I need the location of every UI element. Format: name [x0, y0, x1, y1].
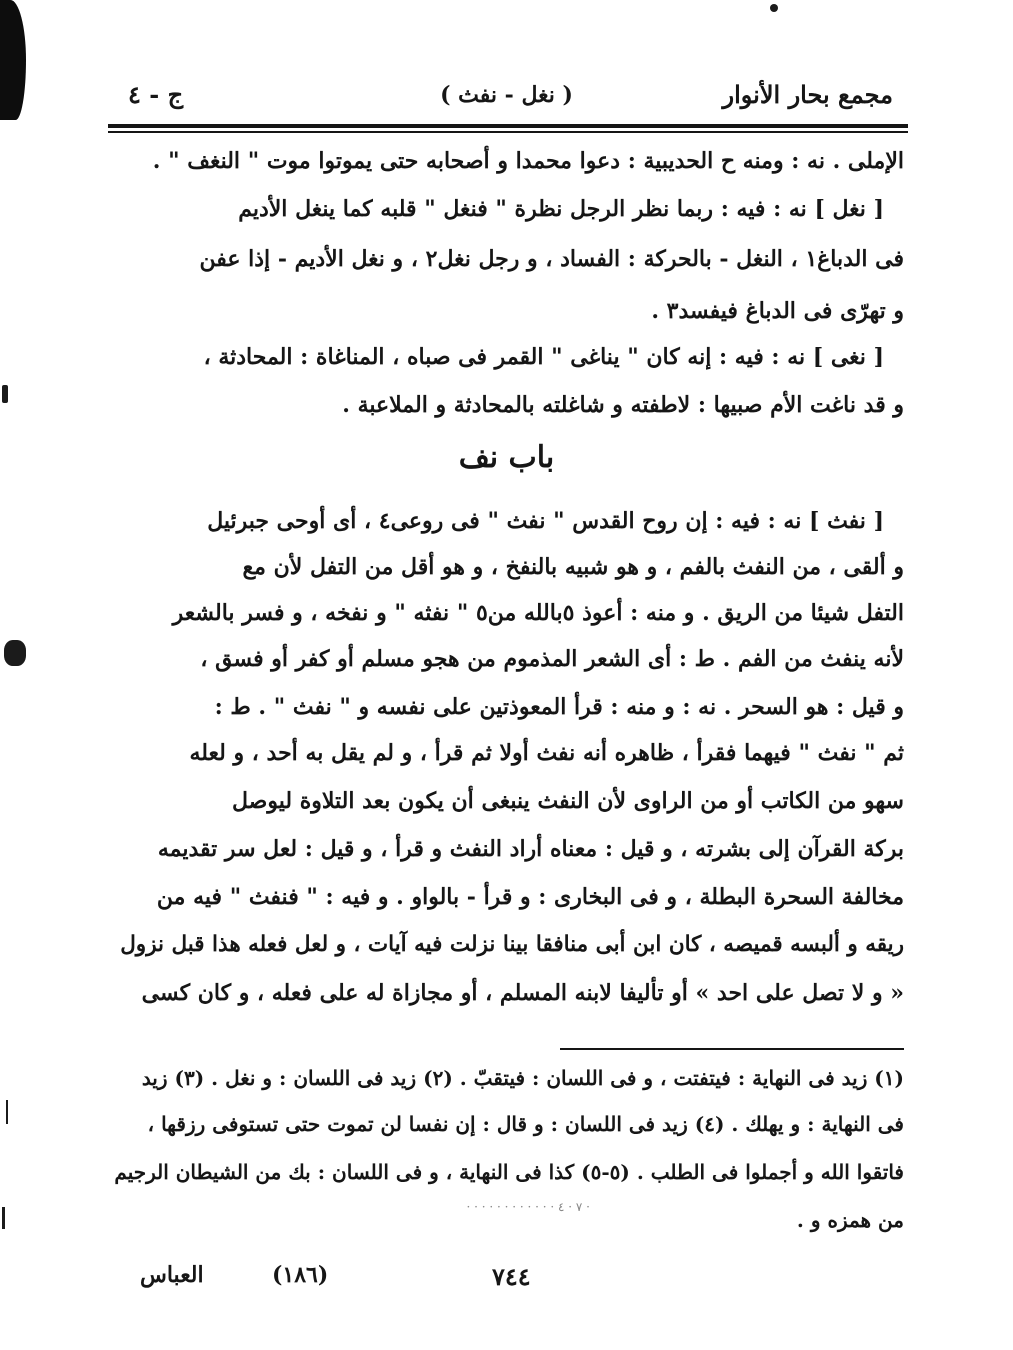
- text-line: لأنه ينفث من الفم . ط : أى الشعر المذموم من هجو مسلم أو كفر أو فسق ،: [200, 646, 904, 672]
- footnote-line: من همزه و .: [796, 1208, 904, 1232]
- text-line: فى الدباغ١ ، النغل - بالحركة : الفساد ، و رجل نغل٢ ، و نغل الأديم - إذا عفن: [199, 246, 904, 272]
- text-line: ثم " نفث " فيهما فقرأ ، ظاهره أنه نفث أولا ثم قرأ ، و لم يقل به أحد ، و لعله: [189, 740, 904, 766]
- scan-speck: [2, 1207, 5, 1229]
- header-rule-thick: [108, 124, 908, 128]
- text-line: [ نفث ] نه : فيه : إن روح القدس " نفث " فى روعى٤ ، أى أوحى جبرئيل: [207, 508, 884, 534]
- book-title: مجمع بحار الأنوار: [722, 80, 893, 109]
- text-line: « و لا تصل على احد » أو تأليفا لابنه المسلم ، أو مجازاة له على فعله ، و كان كسى: [141, 980, 904, 1006]
- scan-speck: [4, 640, 26, 666]
- text-line: و قد ناغت الأم صبيها : لاطفته و شاغلته بالمحادثة و الملاعبة .: [342, 392, 904, 418]
- text-line: و تهرّى فى الدباغ فيفسد٣ .: [651, 298, 904, 324]
- header-rule-thin: [108, 131, 908, 133]
- text-line: مخالفة السحرة البطلة ، و فى البخارى : و قرأ - بالواو . و فيه : " فنفث " فيه من: [156, 884, 904, 910]
- section-heading: باب نف: [458, 440, 555, 475]
- text-line: [ نغل ] نه : فيه : ربما نظر الرجل نظرة " فنغل " قلبه كما ينغل الأديم: [238, 196, 884, 222]
- main-entry: [112, 510, 904, 1030]
- section-range: ( نغل - نفث ): [440, 82, 573, 108]
- text-line: الإملى . نه : ومنه ح الحديبية : دعوا محمدا و أصحابه حتى يموتوا موت " النغف " .: [152, 148, 904, 174]
- footnote-rule: [560, 1048, 904, 1050]
- printer-name: العباس: [140, 1262, 204, 1288]
- text-line: و ألقى ، من النفث بالفم ، و هو شبيه بالنفخ ، و هو أقل من التفل لأن مع: [242, 554, 904, 580]
- manuscript-mark: ٧٤٤: [492, 1262, 531, 1291]
- page-number: (١٨٦): [272, 1262, 329, 1288]
- footnote-line: فاتقوا الله و أجملوا فى الطلب . (٥-٥) كذا فى النهاية ، و فى اللسان : بك من الشيطان الرجيم: [114, 1160, 904, 1184]
- text-line: سهو من الكاتب أو من الراوى لأن النفث ينبغى أن يكون بعد التلاوة ليوصل: [232, 788, 904, 814]
- text-line: بركة القرآن إلى بشرته ، و قيل : معناه أراد النفث و قرأ ، و قيل : لعل سر تقديمه: [157, 836, 904, 862]
- text-line: [ نغى ] نه : فيه : إنه كان " يناغى " القمر فى صباه ، المناغاة : المحادثة ،: [203, 344, 884, 370]
- footnotes: [112, 1068, 904, 1248]
- footnote-line: (١) زيد فى النهاية : فيتفتت ، و فى اللسان : فيتقبّ . (٢) زيد فى اللسان : و نغل . (٣) زيد: [141, 1066, 904, 1090]
- volume-label: ج - ٤: [128, 80, 184, 109]
- footnote-line: فى النهاية : و يهلك . (٤) زيد فى اللسان : و قال : إن نفسا لن تموت حتى تستوفى رزقها ،: [147, 1112, 904, 1136]
- upper-entries: [112, 150, 904, 420]
- text-line: ريقه و ألبسه قميصه ، كان ابن أبى منافقا بينا نزلت فيه آيات ، و لعل فعله هذا قبل نزول: [120, 932, 904, 957]
- scan-speck: [2, 385, 8, 403]
- faint-bleed-through: · ٧ · ٤ · · · · · · · · · · · ·: [466, 1200, 590, 1214]
- scan-speck: [770, 4, 778, 12]
- text-line: و قيل : هو السحر . نه : و منه : قرأ المعوذتين على نفسه و " نفث " . ط :: [214, 694, 904, 720]
- scan-speck: [6, 1100, 8, 1124]
- text-line: التفل شيئا من الريق . و منه : أعوذ ٥بالله من٥ " نفثه " و نفخه ، و فسر بالشعر: [172, 600, 904, 626]
